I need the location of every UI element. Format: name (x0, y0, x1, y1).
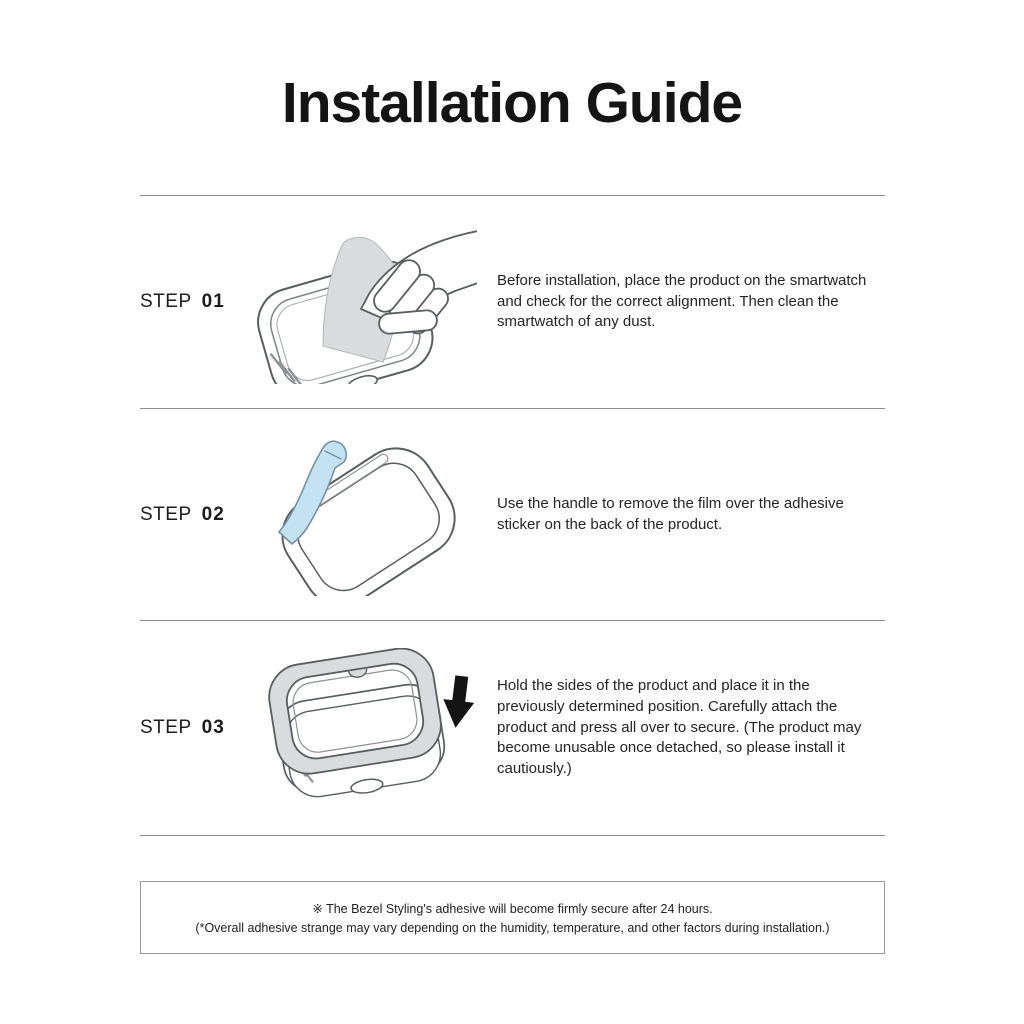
adhesive-note-line1: ※ The Bezel Styling's adhesive will become firmly secure after 24 hours. (312, 901, 713, 916)
hand-wiping-smartwatch-illustration (257, 221, 477, 384)
step-03-description: Hold the sides of the product and place it in the previously determined position. Carefully attach the product and press all over to secure. (The product may become unusable once detached, so please install it cautiously.) (497, 677, 862, 778)
bottom-divider (140, 835, 885, 836)
step-02-row (140, 408, 885, 620)
guide-content (140, 195, 885, 954)
step-01-label-number: 01 (201, 291, 225, 312)
step-01-row (140, 195, 885, 408)
step-02-label-number: 02 (201, 503, 225, 525)
step-03-row (140, 620, 885, 835)
step-01-description: Before installation, place the product on the smartwatch and check for the correct alignment. Then clean the smartwatch of any dust. (497, 271, 867, 331)
step-03-label-number: 03 (201, 717, 225, 738)
down-arrow-icon (440, 674, 477, 729)
step-03-illustration (252, 648, 482, 808)
step-01-label (140, 291, 252, 313)
adhesive-note-box (140, 881, 885, 954)
step-02-illustration (252, 434, 482, 596)
step-02-label-word: STEP (140, 503, 192, 525)
step-03-label-word: STEP (140, 717, 192, 738)
step-01-illustration (252, 221, 482, 384)
step-01-label-word: STEP (140, 291, 192, 312)
bezel-peel-handle-illustration (265, 434, 470, 596)
attach-bezel-illustration (255, 648, 480, 808)
adhesive-note-line2: (*Overall adhesive strange may vary depending on the humidity, temperature, and other factors during installation.) (195, 920, 830, 935)
page-title: Installation Guide (281, 71, 743, 135)
step-02-label (140, 504, 252, 526)
step-02-description: Use the handle to remove the film over the adhesive sticker on the back of the product. (497, 494, 844, 533)
step-03-label (140, 717, 252, 739)
